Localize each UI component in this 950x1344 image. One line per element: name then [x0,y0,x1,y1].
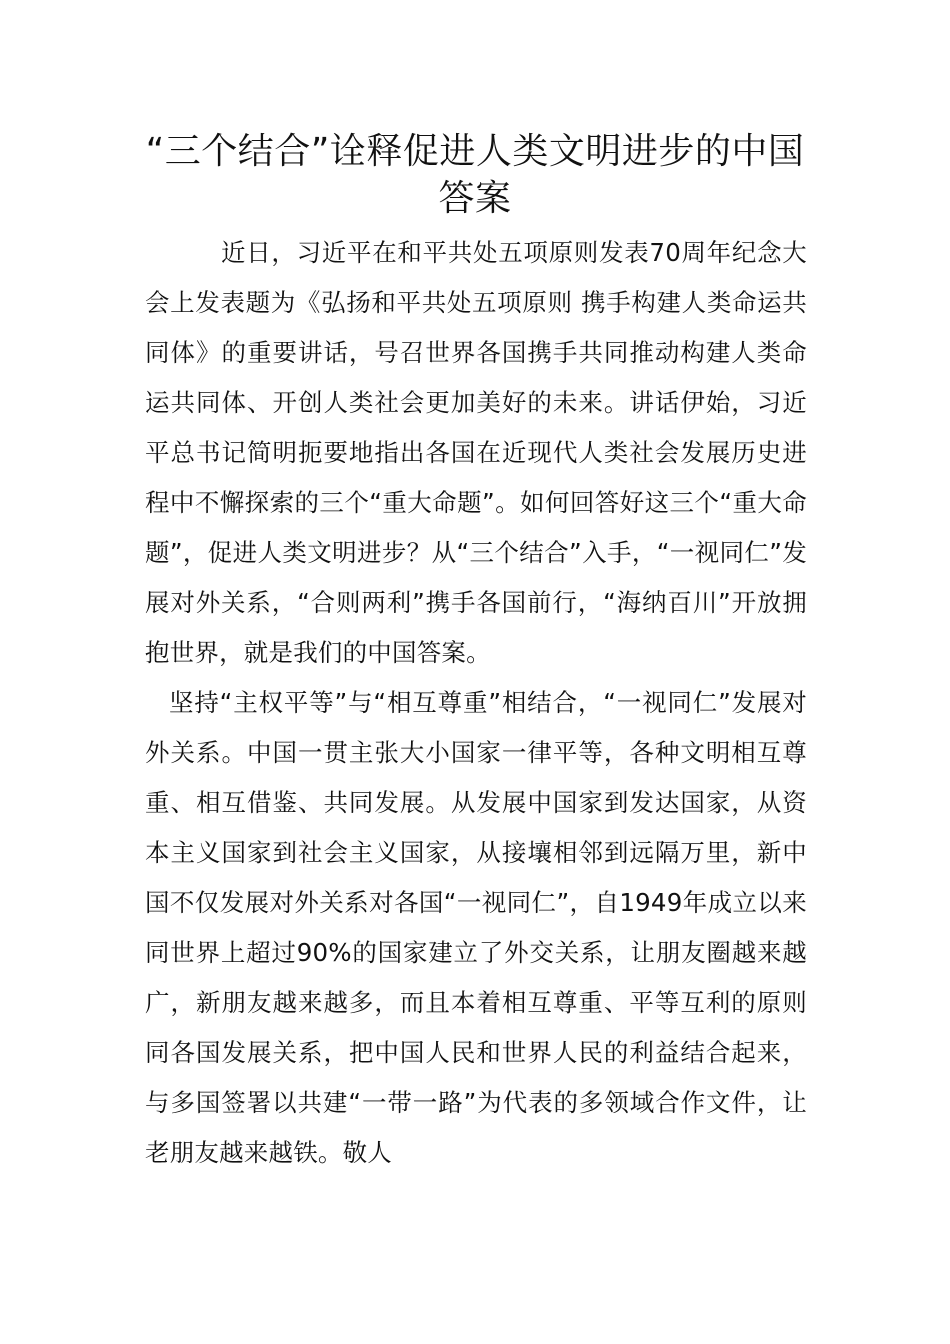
paragraph-sovereign-equality: 坚持“主权平等”与“相互尊重”相结合，“一视同仁”发展对外关系。中国一贯主张大小国家一律平等，各种文明相互尊重、相互借鉴、共同发展。从发展中国家到发达国家，从资本主义国家到社会主义国家，从接壤相邻到远隔万里，新中国不仅发展对外关系对各国“一视同仁”，自1949年成立以来同世界上超过90%的国家建立了外交关系，让朋友圈越来越广，新朋友越来越多，而且本着相互尊重、平等互利的原则同各国发展关系，把中国人民和世界人民的利益结合起来，与多国签署以共建“一带一路”为代表的多领域合作文件，让老朋友越来越铁。敬人 [145,688,807,1167]
paragraph-intro: 近日，习近平在和平共处五项原则发表70周年纪念大会上发表题为《弘扬和平共处五项原则 携手构建人类命运共同体》的重要讲话，号召世界各国携手共同推动构建人类命运共同体、开创人类社会更加美好的未来。讲话伊始，习近平总书记简明扼要地指出各国在近现代人类社会发展历史进程中不懈探索的三个“重大命题”。如何回答好这三个“重大命题”，促进人类文明进步？从“三个结合”入手，“一视同仁”发展对外关系，“合则两利”携手各国前行，“海纳百川”开放拥抱世界，就是我们的中国答案。 [145,238,807,667]
document-title: “三个结合”诠释促进人类文明进步的中国答案 [145,131,805,219]
document-body [145,228,807,1178]
